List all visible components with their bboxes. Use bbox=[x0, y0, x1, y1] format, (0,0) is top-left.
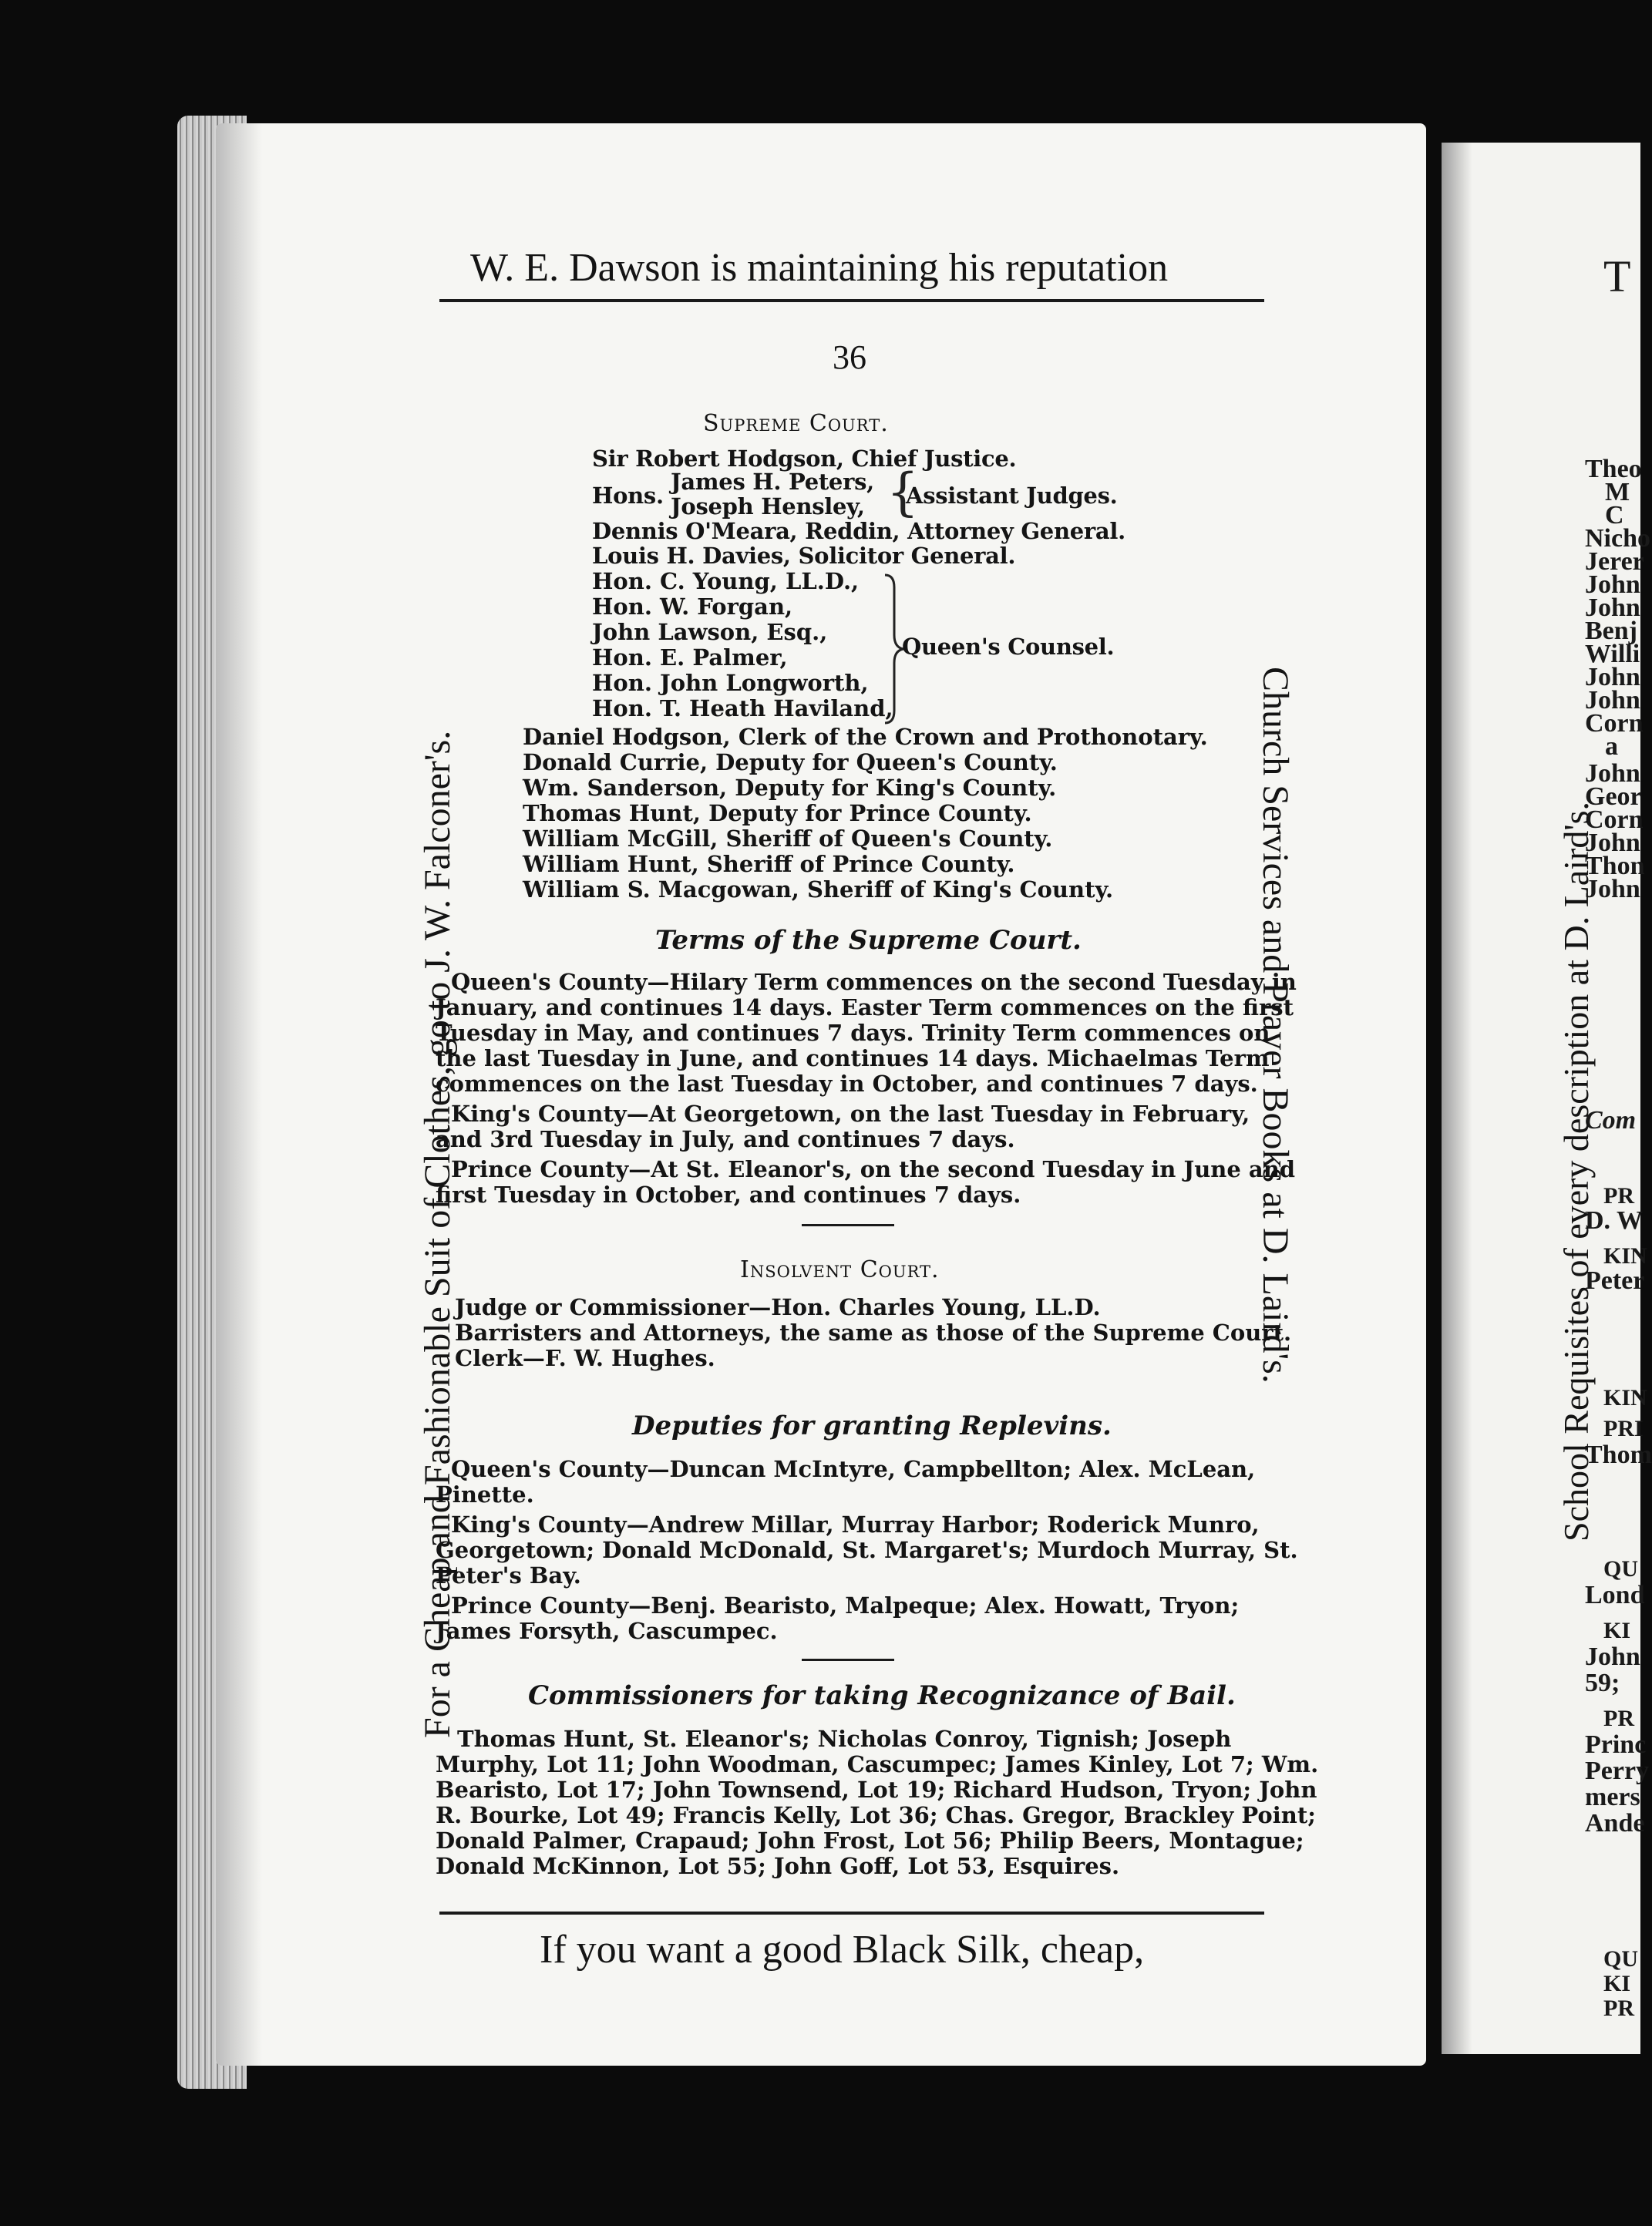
right-page-ki: KI bbox=[1603, 1618, 1631, 1643]
right-page-qu: QU bbox=[1603, 1556, 1638, 1582]
terms-line: Queen's County—Hilary Term commences on the second Tuesday in bbox=[451, 969, 1297, 995]
replevins-text bbox=[436, 1457, 1298, 1644]
page-gutter-shadow bbox=[216, 123, 262, 2066]
terms-line: King's County—At Georgetown, on the last Tuesday in February, bbox=[451, 1101, 1250, 1127]
officer-item: Donald Currie, Deputy for Queen's County. bbox=[523, 749, 1058, 775]
section-title-terms: Terms of the Supreme Court. bbox=[655, 925, 1082, 956]
side-advert-far-right: School Requisites of every description at D. Laird's. bbox=[1556, 801, 1596, 1542]
right-page-line: Corn bbox=[1585, 709, 1644, 738]
right-page-perry: Perry bbox=[1585, 1757, 1650, 1785]
officer-item: Thomas Hunt, Deputy for Prince County. bbox=[523, 800, 1032, 826]
right-page-ande: Ande bbox=[1585, 1809, 1645, 1838]
right-page-pr: PR bbox=[1603, 1183, 1634, 1209]
terms-line: the last Tuesday in June, and continues 14 days. Michaelmas Term bbox=[436, 1045, 1270, 1071]
replevins-line: Queen's County—Duncan McIntyre, Campbellton; Alex. McLean, bbox=[451, 1456, 1256, 1482]
right-page-line: John bbox=[1585, 663, 1640, 691]
right-page-line: John bbox=[1585, 829, 1640, 857]
running-footer: If you want a good Black Silk, cheap, bbox=[540, 1928, 1145, 1972]
section-title-replevins: Deputies for granting Replevins. bbox=[632, 1411, 1112, 1441]
running-header: W. E. Dawson is maintaining his reputation bbox=[470, 246, 1169, 290]
assistant-judge-2: Joseph Hensley, bbox=[671, 493, 865, 520]
terms-text bbox=[436, 970, 1297, 1208]
terms-line: Tuesday in May, and continues 7 days. Trinity Term commences on bbox=[436, 1020, 1270, 1046]
right-page-peter: Peter bbox=[1585, 1266, 1645, 1295]
right-page-princ: Princ bbox=[1585, 1730, 1647, 1759]
right-page-line: Corn bbox=[1585, 805, 1644, 834]
footer-rule bbox=[439, 1912, 1264, 1915]
right-page-qu2: QU bbox=[1603, 1946, 1638, 1972]
queens-counsel-role: Queen's Counsel. bbox=[902, 634, 1115, 660]
bail-text bbox=[436, 1727, 1318, 1879]
terms-line: and 3rd Tuesday in July, and continues 7 days. bbox=[436, 1126, 1015, 1152]
replevins-line: Prince County—Benj. Bearisto, Malpeque; Alex. Howatt, Tryon; bbox=[451, 1592, 1240, 1619]
right-page-pr3: PR bbox=[1603, 1996, 1634, 2021]
right-page-line: Nicho bbox=[1585, 524, 1650, 553]
right-page-line: Willi bbox=[1585, 640, 1640, 668]
side-advert-left: For a Cheap and Fashionable Suit of Clothes, go to J. W. Falconer's. bbox=[417, 730, 458, 1738]
bail-line: Donald Palmer, Crapaud; John Frost, Lot 56; Philip Beers, Montague; bbox=[436, 1828, 1304, 1854]
right-page-line: Jerer bbox=[1585, 547, 1644, 576]
right-page-line: John bbox=[1585, 570, 1640, 599]
page-number: 36 bbox=[833, 338, 866, 376]
insolvent-line: Judge or Commissioner—Hon. Charles Young, LL.D. bbox=[455, 1294, 1101, 1320]
bail-line: Donald McKinnon, Lot 55; John Goff, Lot 53, Esquires. bbox=[436, 1853, 1120, 1879]
section-title-supreme-court: Supreme Court. bbox=[703, 410, 889, 437]
right-page-line: M bbox=[1605, 478, 1630, 506]
solicitor-general: Louis H. Davies, Solicitor General. bbox=[592, 543, 1016, 569]
side-advert-right: Church Services and Prayer Books at D. Laird's. bbox=[1255, 667, 1296, 1384]
right-page-pri: PRI bbox=[1603, 1416, 1644, 1441]
right-page-header-fragment: T bbox=[1603, 251, 1631, 301]
court-officers-list bbox=[523, 725, 1208, 903]
right-page-dw: D. W bbox=[1585, 1206, 1643, 1235]
right-page-line: C bbox=[1605, 501, 1624, 530]
right-page-mers: mers bbox=[1585, 1783, 1640, 1811]
right-page-line: Theo bbox=[1585, 455, 1642, 483]
insolvent-text bbox=[455, 1295, 1291, 1371]
bail-line: Bearisto, Lot 17; John Townsend, Lot 19; Richard Hudson, Tryon; John bbox=[436, 1777, 1317, 1803]
terms-line: commences on the last Tuesday in October, and continues 7 days. bbox=[436, 1071, 1258, 1097]
header-rule bbox=[439, 299, 1264, 302]
chief-justice: Sir Robert Hodgson, Chief Justice. bbox=[592, 446, 1017, 472]
right-page-pr2: PR bbox=[1603, 1706, 1634, 1731]
queens-counsel-list bbox=[592, 569, 893, 721]
right-page-line: a bbox=[1605, 732, 1618, 761]
officer-item: William McGill, Sheriff of Queen's County. bbox=[523, 826, 1053, 852]
right-page-ki2: KI bbox=[1603, 1971, 1631, 1996]
right-page-line: John bbox=[1585, 593, 1640, 622]
right-page-kin: KIN bbox=[1603, 1243, 1647, 1269]
bail-line: R. Bourke, Lot 49; Francis Kelly, Lot 36; Chas. Gregor, Brackley Point; bbox=[436, 1802, 1316, 1828]
brace-icon: { bbox=[887, 462, 919, 522]
section-title-insolvent: Insolvent Court. bbox=[740, 1256, 940, 1283]
attorney-general: Dennis O'Meara, Reddin, Attorney General. bbox=[592, 518, 1125, 544]
section-divider bbox=[802, 1659, 894, 1661]
section-divider bbox=[802, 1224, 894, 1226]
assistant-judge-1: James H. Peters, bbox=[671, 469, 874, 495]
right-page bbox=[1442, 143, 1652, 2054]
assistant-judges-role: Assistant Judges. bbox=[906, 483, 1118, 509]
hons-label: Hons. bbox=[592, 483, 664, 509]
right-page-line: John bbox=[1585, 875, 1640, 903]
terms-line: Prince County—At St. Eleanor's, on the second Tuesday in June and bbox=[451, 1156, 1296, 1182]
section-title-bail: Commissioners for taking Recognizance of Bail. bbox=[528, 1680, 1236, 1711]
terms-line: January, and continues 14 days. Easter Term commences on the first bbox=[436, 994, 1294, 1021]
right-page-line: John bbox=[1585, 759, 1640, 788]
counsel-item: Hon. T. Heath Haviland, bbox=[592, 695, 893, 721]
bail-line: Murphy, Lot 11; John Woodman, Cascumpec; James Kinley, Lot 7; Wm. bbox=[436, 1751, 1319, 1777]
right-page-lond: Lond bbox=[1585, 1581, 1645, 1609]
right-page-line: Benj bbox=[1585, 617, 1637, 645]
counsel-item: Hon. E. Palmer, bbox=[592, 644, 788, 671]
insolvent-line: Barristers and Attorneys, the same as those of the Supreme Court. bbox=[455, 1320, 1292, 1346]
replevins-line: Pinette. bbox=[436, 1481, 534, 1508]
counsel-item: Hon. John Longworth, bbox=[592, 670, 869, 696]
replevins-line: Georgetown; Donald McDonald, St. Margaret's; Murdoch Murray, St. bbox=[436, 1537, 1298, 1563]
officer-item: Daniel Hodgson, Clerk of the Crown and Prothonotary. bbox=[523, 724, 1208, 750]
right-page-line: Thon bbox=[1585, 852, 1645, 880]
terms-line: first Tuesday in October, and continues 7 days. bbox=[436, 1182, 1021, 1208]
right-page-com: Com bbox=[1585, 1106, 1637, 1135]
right-page-line: Geor bbox=[1585, 782, 1642, 811]
replevins-line: Peter's Bay. bbox=[436, 1562, 581, 1589]
officer-item: William S. Macgowan, Sheriff of King's County. bbox=[523, 876, 1114, 903]
right-page-59: 59; bbox=[1585, 1669, 1620, 1697]
counsel-item: Hon. C. Young, LL.D., bbox=[592, 568, 860, 594]
counsel-item: Hon. W. Forgan, bbox=[592, 593, 793, 620]
officer-item: Wm. Sanderson, Deputy for King's County. bbox=[523, 775, 1057, 801]
right-page-john: John bbox=[1585, 1643, 1640, 1671]
counsel-item: John Lawson, Esq., bbox=[592, 619, 828, 645]
right-page-line: John bbox=[1585, 686, 1640, 715]
right-page-thom: Thom bbox=[1585, 1441, 1652, 1469]
bail-line: Thomas Hunt, St. Eleanor's; Nicholas Conroy, Tignish; Joseph bbox=[457, 1726, 1232, 1752]
officer-item: William Hunt, Sheriff of Prince County. bbox=[523, 851, 1015, 877]
insolvent-line: Clerk—F. W. Hughes. bbox=[455, 1345, 715, 1371]
right-page-kin2: KIN bbox=[1603, 1385, 1647, 1411]
replevins-line: James Forsyth, Cascumpec. bbox=[436, 1618, 778, 1644]
replevins-line: King's County—Andrew Millar, Murray Harbor; Roderick Munro, bbox=[451, 1511, 1260, 1538]
